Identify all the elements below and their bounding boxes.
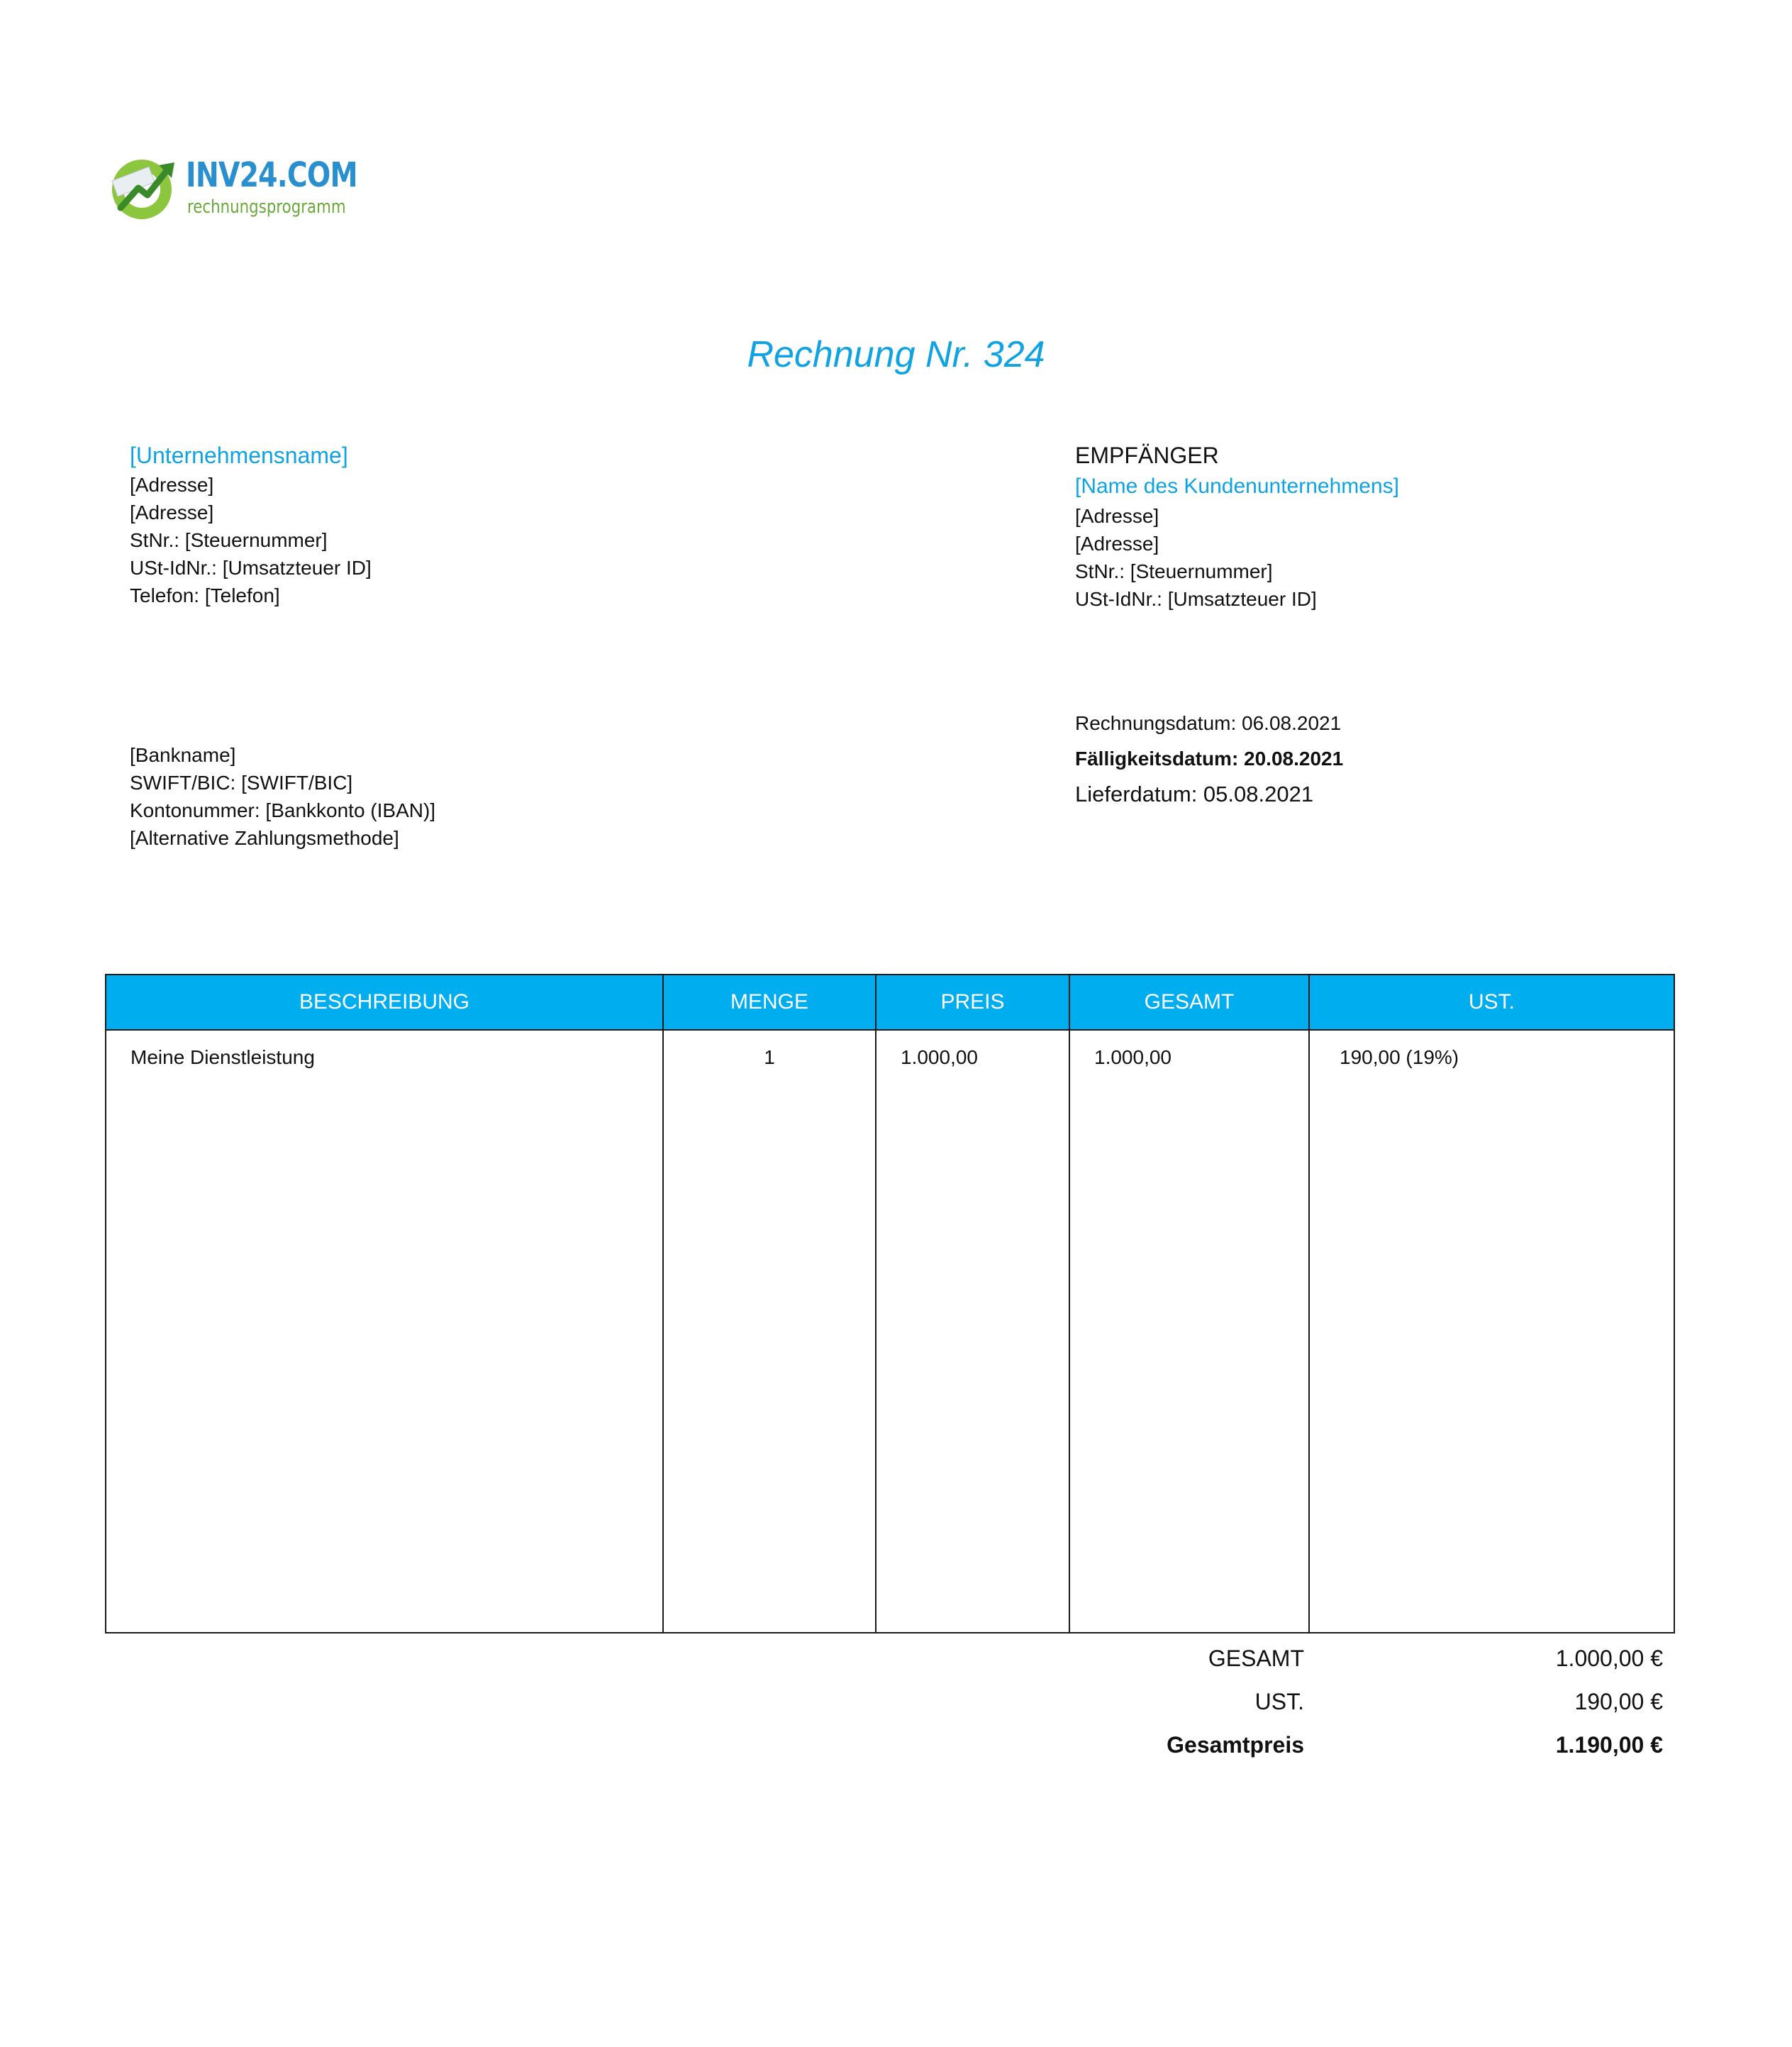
items-table [105,974,1675,1633]
recipient-block [1075,440,1399,613]
sender-line: USt-IdNr.: [Umsatzteuer ID] [130,557,372,579]
bank-line: SWIFT/BIC: [SWIFT/BIC] [130,772,353,794]
column-header-price: PREIS [876,975,1069,1030]
bank-line: Kontonummer: [Bankkonto (IBAN)] [130,799,436,821]
table-header-row [106,975,1674,1030]
cell-total: 1.000,00 [1069,1030,1309,1633]
column-header-vat: UST. [1309,975,1674,1030]
recipient-company: [Name des Kundenunternehmens] [1075,475,1399,498]
tax-value: 190,00 € [1574,1689,1663,1714]
recipient-heading: EMPFÄNGER [1075,443,1219,468]
sender-block [130,440,372,609]
recipient-line: USt-IdNr.: [Umsatzteuer ID] [1075,588,1317,610]
sender-line: Telefon: [Telefon] [130,584,280,606]
cell-quantity: 1 [663,1030,876,1633]
company-logo [106,152,357,223]
subtotal-value: 1.000,00 € [1555,1646,1663,1671]
invoice-date: Rechnungsdatum: 06.08.2021 [1075,712,1342,734]
column-header-quantity: MENGE [663,975,876,1030]
invoice-title: Rechnung Nr. 324 [747,334,1045,375]
bank-line: [Bankname] [130,744,236,766]
due-date: Fälligkeitsdatum: 20.08.2021 [1075,748,1344,770]
recipient-line: [Adresse] [1075,505,1159,527]
bank-line: [Alternative Zahlungsmethode] [130,827,399,849]
cell-vat: 190,00 (19%) [1340,1046,1459,1068]
table-row [106,1030,1674,1633]
logo-text: INV24.COM [186,155,357,195]
subtotal-label: GESAMT [1208,1646,1304,1671]
tax-label: UST. [1254,1689,1304,1714]
logo-icon [106,152,184,223]
grand-total-value: 1.190,00 € [1555,1732,1663,1758]
dates-block [1075,706,1343,812]
logo-tagline: rechnungsprogramm [187,196,346,218]
bank-block [130,741,435,852]
cell-description: Meine Dienstleistung [106,1030,663,1633]
recipient-line: [Adresse] [1075,533,1159,555]
grand-total-label: Gesamtpreis [1167,1732,1304,1758]
sender-company: [Unternehmensname] [130,443,348,468]
column-header-description: BESCHREIBUNG [106,975,663,1030]
sender-line: [Adresse] [130,501,214,523]
column-header-total: GESAMT [1069,975,1309,1030]
recipient-line: StNr.: [Steuernummer] [1075,560,1273,582]
sender-line: [Adresse] [130,474,214,496]
cell-price: 1.000,00 [876,1030,1069,1633]
delivery-date: Lieferdatum: 05.08.2021 [1075,782,1314,806]
sender-line: StNr.: [Steuernummer] [130,529,328,551]
